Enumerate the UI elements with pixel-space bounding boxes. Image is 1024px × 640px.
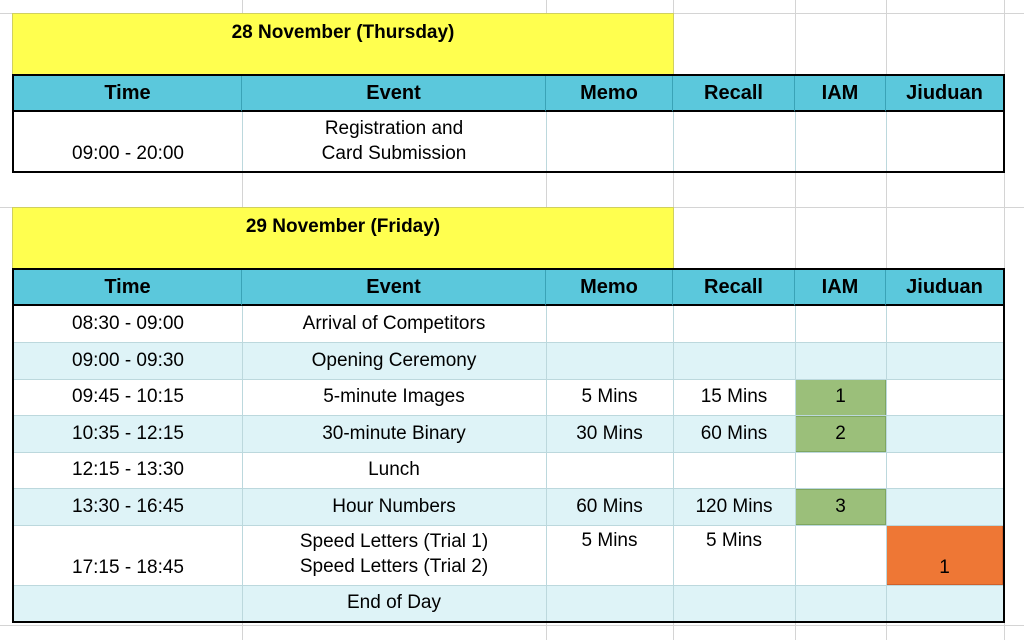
day2-cell-iam: 2 <box>835 422 846 444</box>
day2-cell-recall: 15 Mins <box>700 386 768 408</box>
day2-cell-event: Arrival of Competitors <box>302 313 486 335</box>
column-separator <box>673 112 674 171</box>
day2-cell-time: 12:15 - 13:30 <box>72 459 184 481</box>
day2-cell-event: 5-minute Images <box>323 386 465 408</box>
day2-cell-recall: 5 Mins <box>706 530 762 551</box>
day2-cell-event: Opening Ceremony <box>311 349 477 371</box>
column-separator <box>546 112 547 171</box>
day2-cell-time: 17:15 - 18:45 <box>72 557 184 579</box>
day2-cell-time: 13:30 - 16:45 <box>72 495 184 517</box>
day2-cell-memo: 60 Mins <box>576 495 643 517</box>
day2-cell-event: Hour Numbers <box>332 495 456 517</box>
day1-header-time: Time <box>14 76 242 112</box>
day2-header-event: Event <box>242 270 546 306</box>
day2-cell-event: 30-minute Binary <box>322 422 466 444</box>
event-line: Speed Letters (Trial 1) <box>299 531 489 553</box>
day2-cell-memo: 5 Mins <box>581 530 638 551</box>
day2-title: 29 November (Friday) <box>12 207 674 268</box>
day1-header-iam: IAM <box>795 76 886 112</box>
day2-header-jiuduan: Jiuduan <box>886 270 1003 306</box>
day2-cell-jiuduan: 1 <box>939 557 950 579</box>
event-line: Card Submission <box>321 142 467 164</box>
column-separator <box>886 112 887 171</box>
day2-cell-event: Lunch <box>368 459 420 481</box>
day2-cell-event: End of Day <box>347 591 441 613</box>
day2-cell-iam: 3 <box>835 495 846 517</box>
day1-row-event <box>242 112 546 171</box>
day2-cell-memo: 5 Mins <box>581 386 638 408</box>
gridline <box>0 625 1024 626</box>
day1-row-time: 09:00 - 20:00 <box>72 143 184 165</box>
day1-header-recall: Recall <box>673 76 795 112</box>
event-line: Speed Letters (Trial 2) <box>299 556 489 577</box>
day2-cell-iam: 1 <box>835 386 846 408</box>
column-separator <box>795 112 796 171</box>
day1-header-memo: Memo <box>546 76 673 112</box>
column-separator <box>795 306 796 621</box>
event-line: Registration and <box>324 117 464 139</box>
day2-header-memo: Memo <box>546 270 673 306</box>
day1-header-jiuduan: Jiuduan <box>886 76 1003 112</box>
day2-cell-time: 09:00 - 09:30 <box>72 349 184 371</box>
day2-cell-recall: 120 Mins <box>695 495 773 517</box>
day1-header-event: Event <box>242 76 546 112</box>
day2-header-recall: Recall <box>673 270 795 306</box>
day2-cell-memo: 30 Mins <box>576 422 643 444</box>
day2-cell-recall: 60 Mins <box>700 422 768 444</box>
day2-header-iam: IAM <box>795 270 886 306</box>
day2-cell-time: 09:45 - 10:15 <box>72 386 184 408</box>
day2-header-time: Time <box>14 270 242 306</box>
day1-title: 28 November (Thursday) <box>12 13 674 74</box>
day2-cell-time: 10:35 - 12:15 <box>72 422 184 444</box>
day2-cell-event <box>242 525 546 585</box>
day2-cell-time: 08:30 - 09:00 <box>72 313 184 335</box>
